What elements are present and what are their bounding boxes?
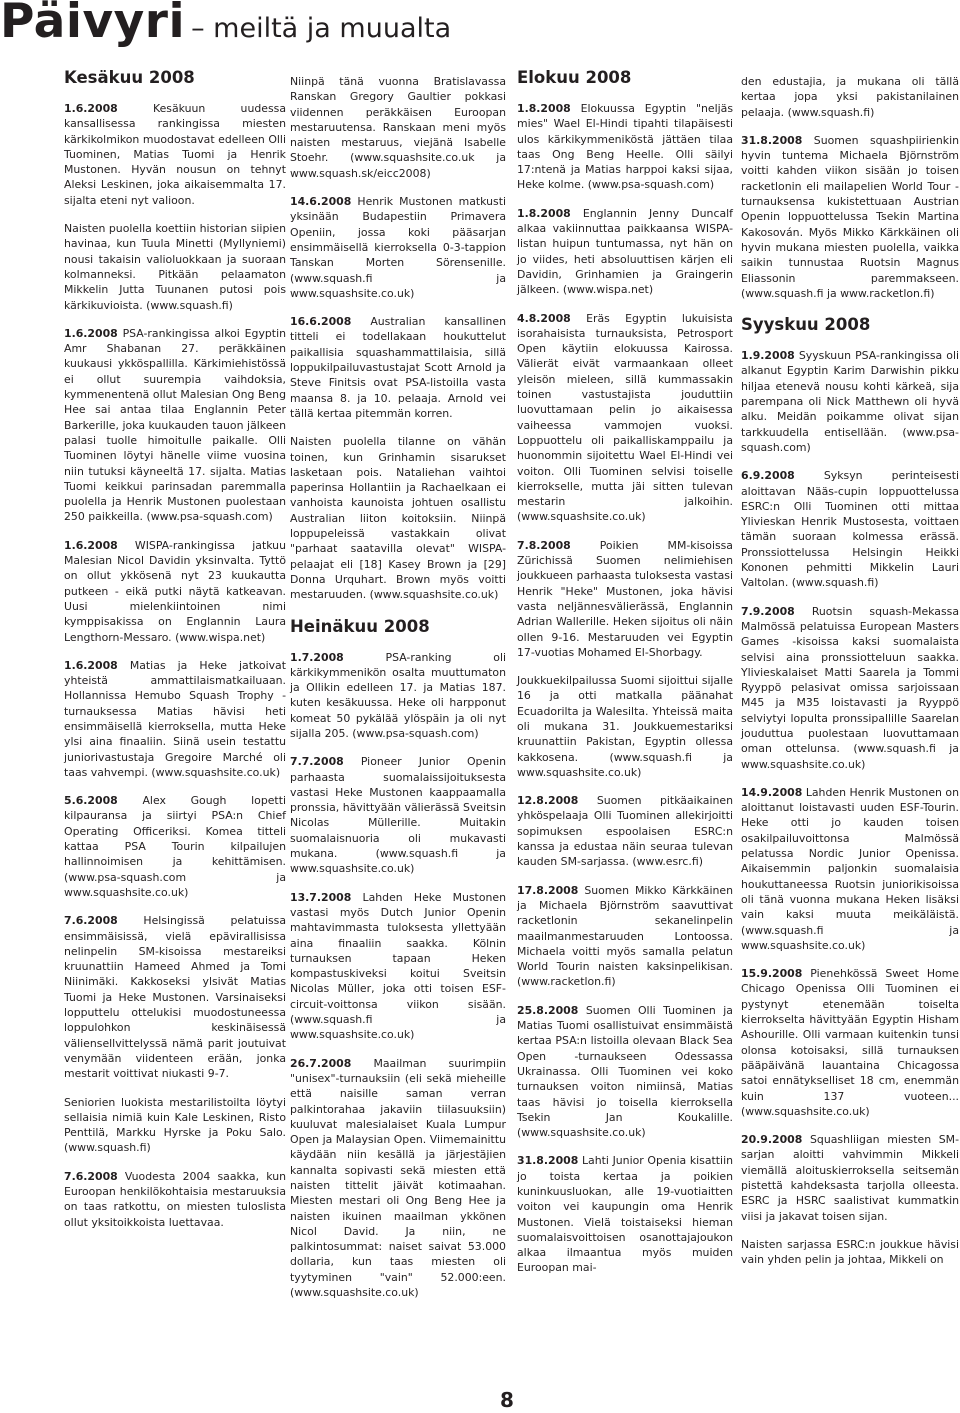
diary-entry bbox=[64, 326, 286, 525]
entry-date: 7.6.2008 bbox=[64, 914, 118, 928]
diary-entry bbox=[741, 966, 959, 1119]
diary-entry bbox=[290, 434, 506, 602]
entry-text: Squashliigan miesten SM-sarjan aloitti vahvimmin Mikkeli viemällä aloituskierroksella seitsemän pistettä kahdeksasta tarjolla olleesta. ESRC ja HSRC saalistivat kummatkin viisi ja jakavat toisen sijan. bbox=[741, 1133, 959, 1223]
entry-date: 1.9.2008 bbox=[741, 349, 795, 363]
month-heading: Kesäkuu 2008 bbox=[64, 68, 195, 87]
diary-entry bbox=[517, 1003, 733, 1141]
entry-text: Suomen pitkäaikainen yhköspelaaja Olli Tuominen allekirjoitti sopimuksen espoolaisen ESRC:n kanssa ja edustaa näin seuraa tulevan kauden SM-sarjassa. (www.esrc.fi) bbox=[517, 794, 733, 869]
entry-date: 31.8.2008 bbox=[517, 1154, 579, 1168]
diary-entry bbox=[290, 314, 506, 421]
entry-text: Joukkuekilpailussa Suomi sijoittui sijalle 16 ja otti matkalla päänahat Ecuadorilta ja Walesilta. Yhteissä maita oli mukana 31. Joukkuemestariksi kruunattiin Pakistan, Egyptin ollessa kakkosena. (www.squash.fi ja www.squashsite.co.uk) bbox=[517, 674, 733, 779]
diary-entry bbox=[517, 311, 733, 525]
entry-text: Syyskuun PSA-rankingissa oli alkanut Egyptin Karim Darwishin pikku hiljaa etenevä nousu kohti kärkeä, sija parempana oli Nick Matthewn oli hyvä alku. Meidän poikamme olivat sijan tarkkuudella entisellään. (www.psa-squash.com) bbox=[741, 349, 959, 454]
page-subtitle: – meiltä ja muualta bbox=[191, 13, 452, 44]
month-heading: Syyskuu 2008 bbox=[741, 315, 871, 335]
diary-entry bbox=[290, 650, 506, 742]
entry-text: Australian kansallinen titteli ei todellakaan houkuttelut paikallisia squashammattilaisia, sillä loppukilpailuvastustajat Scott Arnold ja Steve Finitsis ovat PSA-listoilla vasta maansa 8. ja 10. pelaaja. Arnold vei tällä kertaa pitemmän korren. bbox=[290, 315, 506, 420]
entry-date: 26.7.2008 bbox=[290, 1056, 352, 1070]
entry-text: Niinpä tänä vuonna Bratislavassa Ranskan Gregory Gaultier pokkasi viidennen peräkkäisen Euroopan mestaruutensa. Ranskaan meni myös naisten mestaruus, viejänä Isabelle Stoehr. (www.squashsite.co.uk ja www.squash.sk/eicc2008) bbox=[290, 75, 506, 180]
entry-date: 1.6.2008 bbox=[64, 538, 118, 552]
entry-date: 1.8.2008 bbox=[517, 102, 571, 115]
entry-text: WISPA-rankingissa jatkuu Malesian Nicol Davidin yksinvalta. Tyttö on ollut ykkösenä nyt 23 kuukautta putkeen - eikä putki näytä katkeavan. Uusi mielenkiintoinen nimi kymppisakissa on Englannin Laura Lengthorn-Messaro. (www.wispa.net) bbox=[64, 538, 286, 644]
entry-text: Lahden Henrik Mustonen on aloittanut loistavasti uuden ESF-Tourin. Heke otti jo kauden toisen osakilpailuvoittonsa Malmössä pelatussa Nordic Junior Openissa. Aikaisemmin paljonkin suomalaisia houkuttaneessa Ruotsin juniorikisoissa oli tänä vuonna mukana Heken lisäksi vain kaksi muuta meikäläistä. (www.squash.fi ja www.squashsite.co.uk) bbox=[741, 785, 959, 952]
entry-text: Vuodesta 2004 saakka, kun Euroopan henkilökohtaisia mestaruuksia on taas ratkottu, on miesten tuloslista ollut yksitoikkoista luettavaa. bbox=[64, 1169, 286, 1229]
diary-entry bbox=[64, 221, 286, 313]
entry-date: 1.6.2008 bbox=[64, 326, 118, 340]
entry-text: Suomen Olli Tuominen ja Matias Tuomi osallistuivat ensimmäistä kertaa PSA:n listoilla olevaan Black Sea Open -turnaukseen Odessassa Ukrainassa. Olli Tuominen vei koko turnauksen voiton nimiinsä, Matias taas hävisi jo toisella kierroksella Tsekin Jan Koukalille. (www.squashsite.co.uk) bbox=[517, 1003, 733, 1140]
entry-date: 6.9.2008 bbox=[741, 469, 795, 483]
entry-date: 1.6.2008 bbox=[64, 102, 118, 115]
entry-text: Poikien MM-kisoissa Zürichissä Suomen nelimiehisen joukkueen parhaasta tuloksesta vastasi Henrik "Heke" Mustonen, joka hävisi vasta neljännesvälierässä, Englannin Adrian Wallerille. Heken sijoitus oli näin ollen 9-16. Mestaruuden vei Egyptin 17-vuotias Mohamed El-Shorbagy. bbox=[517, 538, 733, 659]
entry-text: Naisten sarjassa ESRC:n joukkue hävisi vain yhden pelin ja johtaa, Mikkeli on bbox=[741, 1237, 959, 1267]
diary-entry bbox=[290, 1056, 506, 1301]
entry-date: 16.6.2008 bbox=[290, 315, 352, 329]
entry-text: Suomen squashpiirienkin hyvin tuntema Michaela Björnström voitti kahden viikon sisään jo toisen racketlonin eli mailapelien World Tour -turnauksensa kukistettuaan Austrian Openin loppuottelussa Tsekin Martina Kakosován. Myös Mikko Kärkkäinen oli hyvin mukana miesten puolella, vaikka saikin tunnustaa Ruotsin Magnus Eliassonin paremmakseen. (www.squash.fi ja www.racketlon.fi) bbox=[741, 133, 959, 300]
column-2 bbox=[290, 74, 506, 1313]
diary-entry bbox=[290, 194, 506, 301]
diary-entry bbox=[741, 785, 959, 953]
entry-text: Maailman suurimpiin "unisex"-turnauksiin (eli sekä mieheille että naisille saman verran palkintorahaa jakaviin tiilasuuksiin) kuuluvat malesialaiset Kuala Lumpur Open ja Malaysian Open. Viimemainittu käydään niin kesällä ja järjestäjien kannalta sopivasti sekä miesten että naisten tittelit jäivät kotimaahan. Miesten mestari oli Ong Beng Hee ja naisten ikuinen maailman ykkönen Nicol David. Ja niin, ne palkintosummat: naiset saivat 53.000 dollaria, kun taas miesten oli tyytyminen "vain" 52.000:een. (www.squashsite.co.uk) bbox=[290, 1056, 507, 1300]
diary-entry bbox=[741, 604, 959, 772]
diary-entry bbox=[741, 468, 959, 590]
entry-text: Ruotsin squash-Mekassa Malmössä pelatuissa European Masters Games -kisoissa kaksi suomalaista selvisi aina pronssiotteluun saakka. Ylivieskalaiset Matti Saarela ja Tommi Ryyppö pelasivat omissa sarjoissaan M45 ja M35 loistavasti ja Ryyppö selviytyi lopulta pronssipallille Saarelan jouduttua puolestaan luovuttamaan oman ottelunsa. (www.squash.fi ja www.squashsite.co.uk) bbox=[741, 604, 959, 771]
entry-text: Eräs Egyptin lukuisista isorahaisista turnauksista, Petrosport Open käytiin elokuussa Kairossa. Välierät eivät varmaankaan olleet yleisön mieleen, sillä kummassakin toinen vastustajista jouduttiin luovuttamaan pelin jo aikaisessa vaiheessa vammojen vuoksi. Loppuottelu oli paikalliskamppailu ja huonommin sijoitettu Wael El-Hindi vei voiton. Olli Tuominen selvisi toiselle kierrokselle, mutta jäi sitten tulevan mestarin jalkoihin. (www.squashsite.co.uk) bbox=[517, 311, 733, 524]
entry-text: den edustajia, ja mukana oli tällä kertaa jopa yksi pakistanilainen pelaaja. (www.squash.fi) bbox=[741, 75, 959, 119]
diary-entry bbox=[64, 101, 286, 208]
column-4 bbox=[741, 74, 959, 1280]
entry-text: PSA-rankingissa alkoi Egyptin Amr Shabanan 27. peräkkäinen kuukausi ykköspallilla. Kärkimiehistössä ei ollut suurempia vaihdoksia, kymmenentenä ollut Malesian Ong Beng Hee sai antaa tilaa Englannin Peter Barkerille, joka kuukauden tauon jälkeen palasi tuolle himoitulle paikalle. Olli Tuominen löytyi hänelle viime vuosina niin tutuksi käyneeltä 17. sijalta. Matias Tuomi keikkui parinsadan paremmalla puolella ja Henrik Mustonen puolestaan 250 paikkeilla. (www.psa-squash.com) bbox=[64, 326, 286, 524]
entry-text: Englannin Jenny Duncalf alkaa vakiinnuttaa paikkaansa WISPA-listan huipun tuntumassa, nyt hän on jo viides, heti absoluuttisen kärjen eli Davidin, Grinhamien ja Graingerin jälkeen. (www.wispa.net) bbox=[517, 206, 733, 297]
diary-entry bbox=[64, 538, 286, 645]
entry-text: Henrik Mustonen matkusti yksinään Budapestiin Primavera Openiin, jossa koki pääsarjan ensimmäisellä kierroksella 0-3-tappion Tanskan Morten Sörensenille. (www.squash.fi ja www.squashsite.co.uk) bbox=[290, 195, 506, 300]
entry-text: Helsingissä pelatuissa ensimmäisissä, vielä epävirallisissa nelinpelin SM-kisoissa mestareiksi kruunattiin Hameed Ahmed ja Tomi Niinimäki. Kakkoseksi ylsivät Matias Tuomi ja Heke Mustonen. Varsinaiseksi lopputtelu ottelukisi muodostuneessa loppulohkon keskinäisessä väliensellvittelyssä nämä parit joutuivat venymään viidenteen erään, jonka mestarit voittivat niukasti 9-7. bbox=[64, 914, 286, 1081]
entry-date: 14.6.2008 bbox=[290, 195, 352, 209]
entry-text: Suomen Mikko Kärkkäinen ja Michaela Björnström saavuttivat racketlonin sekanelinpelin maailmanmestaruuden Lontoossa. Michaela voitti myös samalla pelatun World Tourin naisten kaksinpelikisan. (www.racketlon.fi) bbox=[517, 883, 733, 989]
diary-entry bbox=[517, 1153, 733, 1275]
entry-text: Pienehkössä Sweet Home Chicago Openissa Olli Tuominen ei pystynyt etenemään toiselta kierrokselta hävittyään Egyptin Hisham Ashourille. Olli varmaan kuitenkin tunsi olonsa kotoisaksi, sillä turnauksen pääpäivänä lauantaina Chicagossa satoi ennätykselliset 18 cm, enemmän kuin 137 vuoteen... (www.squashsite.co.uk) bbox=[741, 967, 959, 1118]
entry-date: 25.8.2008 bbox=[517, 1003, 579, 1017]
diary-entry bbox=[517, 673, 733, 780]
entry-date: 7.7.2008 bbox=[290, 755, 344, 769]
entry-text: Syksyn perinteisesti aloittavan Nääs-cupin loppuottelussa ESRC:n Olli Tuominen otti mittaa Ylivieskan Henrik Mustosesta, voittaen tämän suoraan kolmessa erässä. Pronssiottelussa Helsingin Heikki Kononen pehmitti Mikkelin Lauri Valtolan. (www.squash.fi) bbox=[741, 469, 959, 590]
entry-date: 7.8.2008 bbox=[517, 538, 571, 552]
page-header bbox=[0, 0, 451, 49]
entry-text: Matias ja Heke jatkoivat yhteistä ammattilaismatkailuaan. Hollannissa Hemubo Squash Trophy -turnauksessa Matias hävisi heti ensimmäisellä kierroksella, mutta Heke ylsi aina finaaliin. Siinä usein testattu juniorivastustaja Gregoire Marché oli taas vahvempi. (www.squashsite.co.uk) bbox=[64, 658, 286, 779]
month-heading: Elokuu 2008 bbox=[517, 68, 632, 87]
diary-entry bbox=[64, 793, 286, 900]
diary-entry bbox=[64, 1169, 286, 1230]
entry-date: 7.9.2008 bbox=[741, 604, 795, 618]
diary-entry bbox=[741, 1237, 959, 1268]
entry-text: Naisten puolella tilanne on vähän toinen, kun Grinhamin sisarukset lasketaan pois. Nataliehan vaihtoi paperinsa Hollantiin ja Rachaelkaan ei vanhoista kaunoista johtuen osallistu Australian liiton koitoksiin. Niinpä loppupeleissä vastakkain olivat "parhaat saatavilla olevat" WISPA-pelaajat eli [18] Kasey Brown ja [29] Donna Urquhart. Brown myös voitti mestaruuden. (www.squashsite.co.uk) bbox=[290, 435, 506, 602]
entry-date: 15.9.2008 bbox=[741, 967, 803, 981]
diary-entry bbox=[741, 348, 959, 455]
page-number: 8 bbox=[500, 1388, 514, 1412]
entry-text: Naisten puolella koettiin historian siipien havinaa, kun Tuula Minetti (Myllyniemi) nousi takaisin valioluokkaan ja suoraan kolmanneksi. Pitkään pelaamaton Mikkelin Jutta Tuunanen putosi pois kärkikuvioista. (www.squash.fi) bbox=[64, 222, 286, 312]
diary-entry bbox=[517, 883, 733, 990]
column-1 bbox=[64, 68, 286, 1243]
diary-entry bbox=[517, 793, 733, 869]
entry-date: 1.6.2008 bbox=[64, 658, 118, 672]
diary-entry bbox=[64, 913, 286, 1081]
diary-entry bbox=[290, 754, 506, 876]
month-heading: Heinäkuu 2008 bbox=[290, 616, 430, 636]
diary-entry bbox=[741, 1132, 959, 1224]
diary-entry bbox=[290, 890, 506, 1043]
diary-entry bbox=[741, 74, 959, 120]
entry-text: Alex Gough lopetti kilpauransa ja siirtyi PSA:n Chief Operating Officeriksi. Komea titteli kattaa PSA Tourin kilpailujen hallinnoimisen ja kehittämisen. (www.psa-squash.com ja www.squashsite.co.uk) bbox=[64, 794, 286, 899]
entry-date: 12.8.2008 bbox=[517, 794, 579, 808]
diary-entry bbox=[64, 1095, 286, 1156]
diary-entry bbox=[517, 206, 733, 298]
entry-date: 17.8.2008 bbox=[517, 883, 579, 897]
entry-date: 1.8.2008 bbox=[517, 206, 571, 220]
entry-date: 7.6.2008 bbox=[64, 1169, 118, 1183]
entry-date: 14.9.2008 bbox=[741, 785, 803, 799]
entry-date: 13.7.2008 bbox=[290, 890, 352, 904]
entry-text: Kesäkuun uudessa kansallisessa rankingissa miesten kärkikolmikon muodostavat edelleen Olli Tuominen, Matias Tuomi ja Henrik Mustonen. Hyvän nousun on tehnyt Aleksi Leskinen, joka aikaisemmalta 17. sijalta eteni nyt valioon. bbox=[64, 102, 287, 207]
entry-text: Lahti Junior Openia kisattiin jo toista kertaa ja poikien kuninkuusluokan, alle 19-vuotiaitten voiton vei kaupungin oma Henrik Mustonen. Vielä toistaiseksi hieman suomalaisvoittoisen osanottajajoukon alkaa ilmaantua myös muiden Euroopan mai- bbox=[517, 1154, 733, 1275]
entry-date: 20.9.2008 bbox=[741, 1133, 803, 1147]
entry-text: PSA-ranking oli kärkikymmenikön osalta muuttumaton ja Ollikin edelleen 17. ja Matias 187. kuten kesäkuussa. Heke oli harpponut komeat 50 pykälää ylöspäin ja oli nyt sijalla 205. (www.psa-squash.com) bbox=[290, 650, 507, 740]
diary-entry bbox=[517, 101, 733, 193]
entry-text: Seniorien luokista mestarilistoilta löytyi sellaisia nimiä kuin Kale Leskinen, Risto Penttilä, Markku Hyrske ja Poku Salo. (www.squash.fi) bbox=[64, 1095, 286, 1155]
diary-entry bbox=[290, 74, 506, 181]
page-title: Päivyri bbox=[0, 0, 186, 49]
entry-date: 5.6.2008 bbox=[64, 794, 118, 808]
diary-entry bbox=[517, 538, 733, 660]
diary-entry bbox=[741, 133, 959, 301]
entry-text: Pioneer Junior Openin parhaasta suomalaissijoituksesta vastasi Heke Mustonen kaappaamalla pronssia, hävittyään välierässä Sveitsin Nicolas Müllerille. Muitakin suomalaisnuoria oli mukavasti mukana. (www.squash.fi ja www.squashsite.co.uk) bbox=[290, 755, 507, 876]
entry-date: 4.8.2008 bbox=[517, 311, 571, 325]
entry-date: 31.8.2008 bbox=[741, 133, 803, 147]
column-3 bbox=[517, 68, 733, 1289]
entry-text: Elokuussa Egyptin "neljäs mies" Wael El-Hindi tipahti tilapäisesti ulos kärkikymmeniköstä jättäen tilaa taas Ong Beng Heelle. Olli säilyi 17:ntenä ja Matias harppoi kaksi sijaa, Heke kolme. (www.psa-squash.com) bbox=[517, 102, 733, 192]
entry-date: 1.7.2008 bbox=[290, 650, 344, 664]
entry-text: Lahden Heke Mustonen vastasi myös Dutch Junior Openin mahtavimmasta tuloksesta yllettyään aina finaaliin saakka. Kölnin turnauksen tapaan Heken kompastuskiveksi koitui Sveitsin Nicolas Müller, joka otti toisen ESF-circuit-voittonsa viikon sisään. (www.squash.fi ja www.squashsite.co.uk) bbox=[290, 890, 506, 1042]
diary-entry bbox=[64, 658, 286, 780]
